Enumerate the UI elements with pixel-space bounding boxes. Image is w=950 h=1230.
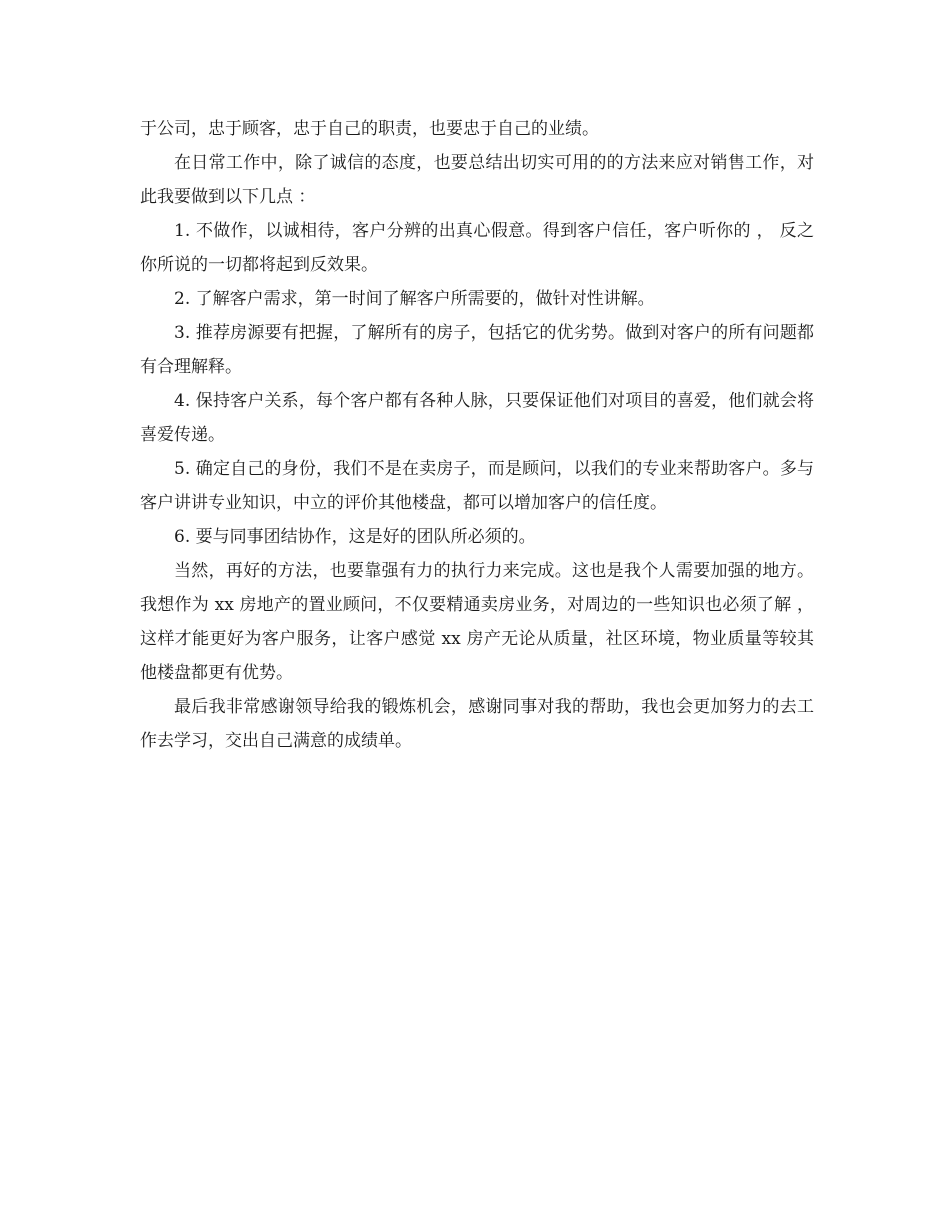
list-item-5: 5. 确定自己的身份，我们不是在卖房子，而是顾问，以我们的专业来帮助客户。多与客户讲讲专业知识，中立的评价其他楼盘，都可以增加客户的信任度。 bbox=[140, 459, 814, 513]
list-item-3: 3. 推荐房源要有把握，了解所有的房子，包括它的优劣势。做到对客户的所有问题都有合理解释。 bbox=[140, 323, 814, 377]
list-item-4: 4. 保持客户关系，每个客户都有各种人脉，只要保证他们对项目的喜爱，他们就会将喜爱传递。 bbox=[140, 391, 814, 445]
list-item-1: 1. 不做作，以诚相待，客户分辨的出真心假意。得到客户信任，客户听你的 ， 反之你所说的一切都将起到反效果。 bbox=[140, 221, 814, 275]
paragraph-intro-methods: 在日常工作中，除了诚信的态度，也要总结出切实可用的的方法来应对销售工作，对此我要做到以下几点 ： bbox=[140, 153, 814, 207]
paragraph-continuation: 于公司，忠于顾客，忠于自己的职责，也要忠于自己的业绩。 bbox=[140, 119, 599, 139]
paragraph-closing: 最后我非常感谢领导给我的锻炼机会，感谢同事对我的帮助，我也会更加努力的去工作去学习，交出自己满意的成绩单。 bbox=[140, 697, 814, 751]
list-item-2: 2. 了解客户需求，第一时间了解客户所需要的，做针对性讲解。 bbox=[174, 289, 655, 309]
paragraph-execution: 当然，再好的方法，也要靠强有力的执行力来完成。这也是我个人需要加强的地方。我想作为 xx 房地产的置业顾问，不仅要精通卖房业务，对周边的一些知识也必须了解 ， 这样才能更好为客户服务，让客户感觉 xx 房产无论从质量，社区环境，物业质量等较其他楼盘都更有优势。 bbox=[140, 561, 814, 683]
document-body bbox=[140, 112, 814, 758]
list-item-6: 6. 要与同事团结协作，这是好的团队所必须的。 bbox=[174, 527, 536, 547]
